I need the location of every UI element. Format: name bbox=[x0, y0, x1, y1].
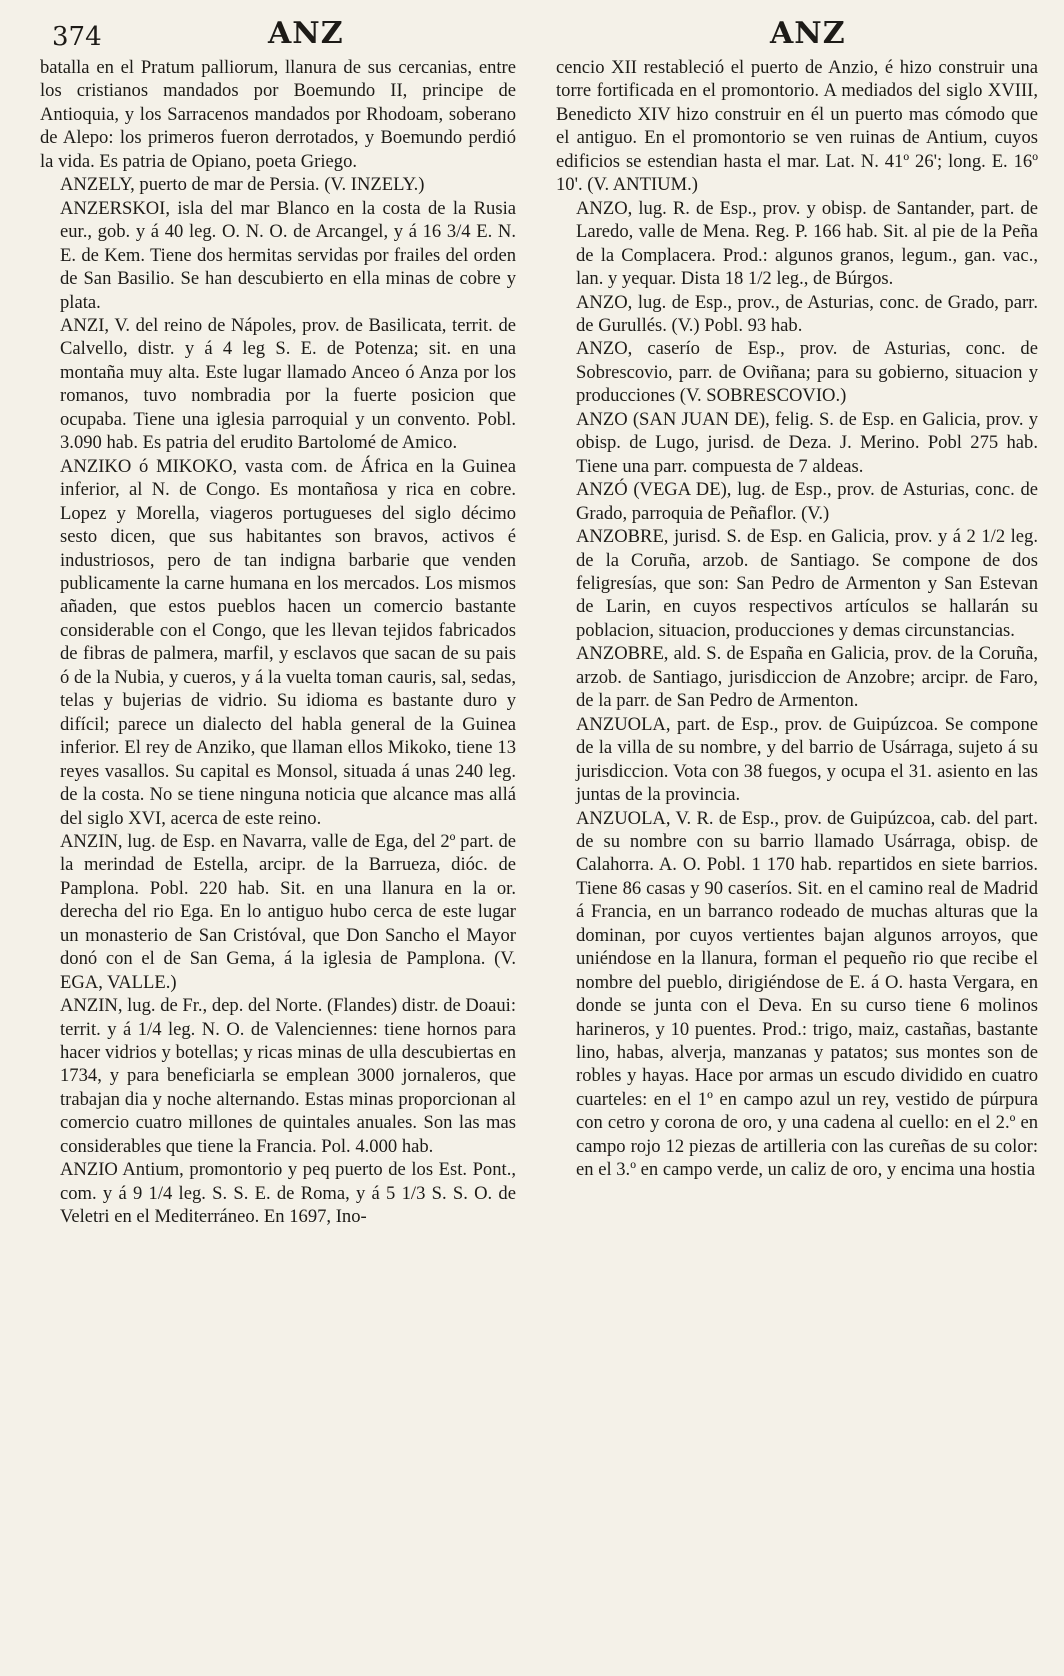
running-head-right: ANZ bbox=[770, 16, 846, 51]
entry: ANZO, lug. R. de Esp., prov. y obisp. de Santander, part. de Laredo, valle de Mena. Reg. P. 166 hab. Sit. al pie de la Peña de la Complacera. Prod.: algunos granos, legum., gan. vac., lan. y yequar. Dista 18 1/2 leg., de Búrgos. bbox=[576, 197, 1038, 290]
entry: ANZOBRE, jurisd. S. de Esp. en Galicia, prov. y á 2 1/2 leg. de la Coruña, arzob. de Santiago. Se compone de dos feligresías, que son: San Pedro de Armenton y San Estevan de Larin, en cuyos respectivos artículos se hallarán su poblacion, situacion, producciones y demas circunstancias. bbox=[576, 526, 1038, 641]
entry: ANZIN, lug. de Fr., dep. del Norte. (Flandes) distr. de Doaui: territ. y á 1/4 leg. N. O. de Valenciennes: tiene hornos para hacer vidrios y botellas; y ricas minas de ulla descubiertas en 1734, y para beneficiarla se emplean 3000 jornaleros, que trabajan dia y noche alternando. Estas minas proporcionan al comercio cuatro millones de quintales anuales. Son las mas considerables que tiene la Francia. Pol. 4.000 hab. bbox=[60, 995, 516, 1157]
page-number: 374 bbox=[52, 22, 102, 52]
entry: ANZO, lug. de Esp., prov., de Asturias, conc. de Grado, parr. de Gurullés. (V.) Pobl. 93 hab. bbox=[576, 291, 1038, 336]
entry: ANZOBRE, ald. S. de España en Galicia, prov. de la Coruña, arzob. de Santiago, jurisdiccion de Anzobre; arcipr. de Faro, de la parr. de San Pedro de Armenton. bbox=[576, 643, 1038, 712]
entry: ANZUOLA, V. R. de Esp., prov. de Guipúzcoa, cab. del part. de su nombre con su barrio llamado Usárraga, obisp. de Calahorra. A. O. Pobl. 1 170 hab. repartidos en siete barrios. Tiene 86 casas y 90 caseríos. Sit. en el camino real de Madrid á Francia, en un barranco rodeado de muchas alturas que la dominan, por cuyos vertientes bajan algunos arroyos, que uniéndose en la llanura, forman el pequeño rio que recibe el nombre del pueblo, dirigiéndose de E. á O. hasta Vergara, en donde se junta con el Deva. En su curso tiene 6 molinos harineros, y 10 puentes. Prod.: trigo, maiz, castañas, bastante lino, habas, alverja, manzanas y patatos; sus montes son de robles y hayas. Hace por armas un escudo dividido en cuatro cuarteles: en el 1º en campo azul un rey, vestido de púrpura con cetro y corona de oro, y una cadena al cuello: en el 2.º en campo rojo 12 piezas de artilleria con las cureñas de su color: en el 3.º en campo verde, un caliz de oro, y encima una hostia bbox=[576, 807, 1038, 1181]
entry: ANZIN, lug. de Esp. en Navarra, valle de Ega, del 2º part. de la merindad de Estella, arcipr. de la Barrueza, dióc. de Pamplona. Pobl. 220 hab. Sit. en una llanura en la or. derecha del rio Ega. En lo antiguo hubo cerca de este lugar un monasterio de San Cristóval, que Don Sancho el Mayor donó con el de San Gema, á la iglesia de Pamplona. (V. EGA, VALLE.) bbox=[60, 830, 516, 993]
entry: ANZIO Antium, promontorio y peq puerto de los Est. Pont., com. y á 9 1/4 leg. S. S. E. de Roma, y á 5 1/3 S. S. O. de Veletri en el Mediterráneo. En 1697, Ino- bbox=[60, 1159, 516, 1228]
entry: batalla en el Pratum palliorum, llanura de sus cercanias, entre los cristianos mandados por Boemundo II, principe de Antioquia, y los Sarracenos mandados por Rhodoam, soberano de Alepo: los primeros fueron derrotados, y Boemundo perdió la vida. Es patria de Opiano, poeta Griego. bbox=[40, 57, 516, 172]
entry: cencio XII restableció el puerto de Anzio, é hizo construir una torre fortificada en el promontorio. A mediados del siglo XVIII, Benedicto XIV hizo construir en él un puerto mas cómodo que el antiguo. En el promontorio se ven ruinas de Antium, cuyos edificios se estendian hasta el mar. Lat. N. 41º 26'; long. E. 16º 10'. (V. ANTIUM.) bbox=[556, 57, 1038, 196]
entry: ANZO (SAN JUAN DE), felig. S. de Esp. en Galicia, prov. y obisp. de Lugo, jurisd. de Deza. J. Merino. Pobl 275 hab. Tiene una parr. compuesta de 7 aldeas. bbox=[576, 408, 1038, 477]
running-head-left: ANZ bbox=[268, 16, 344, 51]
left-column bbox=[40, 56, 516, 1229]
entry: ANZELY, puerto de mar de Persia. (V. INZELY.) bbox=[60, 174, 425, 196]
entry: ANZERSKOI, isla del mar Blanco en la costa de la Rusia eur., gob. y á 40 leg. O. N. O. de Arcangel, y á 16 3/4 E. N. E. de Kem. Tiene dos hermitas servidas por frailes del orden de San Basilio. Se han descubierto en ella minas de cobre y plata. bbox=[60, 197, 516, 313]
entry: ANZIKO ó MIKOKO, vasta com. de África en la Guinea inferior, al N. de Congo. Es montañosa y rica en cobre. Lopez y Morella, viageros portugueses del siglo décimo sesto dicen, que sus habitantes son bravos, activos é industriosos, pero de tan indigna barbarie que venden publicamente la carne humana en los mercados. Los mismos añaden, que estos pueblos hacen un comercio bastante considerable con el Congo, que les llevan tejidos fabricados de fibras de palmera, marfil, y esclavos que sacan de su pais ó de la Nubia, y cueros, y á la vuelta toman cauris, sal, sedas, telas y bujerias de vidrio. Su idioma es bastante duro y difícil; parece un dialecto del habla general de la Guinea inferior. El rey de Anziko, que llaman ellos Mikoko, tiene 13 reyes vasallos. Su capital es Monsol, situada á unas 240 leg. de la costa. No se tiene ninguna noticia que alcance mas allá del siglo XVI, acerca de este reino. bbox=[60, 455, 516, 829]
right-column bbox=[556, 56, 1038, 1182]
entry: ANZI, V. del reino de Nápoles, prov. de Basilicata, territ. de Calvello, distr. y á 4 leg S. E. de Potenza; sit. en una montaña muy alta. Este lugar llamado Anceo ó Anza por los romanos, tuvo nombradia por la fuerte posicion que ocupaba. Tiene una iglesia parroquial y un convento. Pobl. 3.090 hab. Es patria del erudito Bartolomé de Amico. bbox=[60, 314, 516, 454]
entry: ANZUOLA, part. de Esp., prov. de Guipúzcoa. Se compone de la villa de su nombre, y del barrio de Usárraga, sujeto á su jurisdiccion. Vota con 38 fuegos, y ocupa el 31. asiento en las juntas de la provincia. bbox=[576, 713, 1038, 806]
entry: ANZO, caserío de Esp., prov. de Asturias, conc. de Sobrescovio, parr. de Oviñana; para su gobierno, situacion y producciones (V. SOBRESCOVIO.) bbox=[576, 338, 1038, 407]
entry: ANZÓ (VEGA DE), lug. de Esp., prov. de Asturias, conc. de Grado, parroquia de Peñaflor. (V.) bbox=[576, 479, 1038, 524]
